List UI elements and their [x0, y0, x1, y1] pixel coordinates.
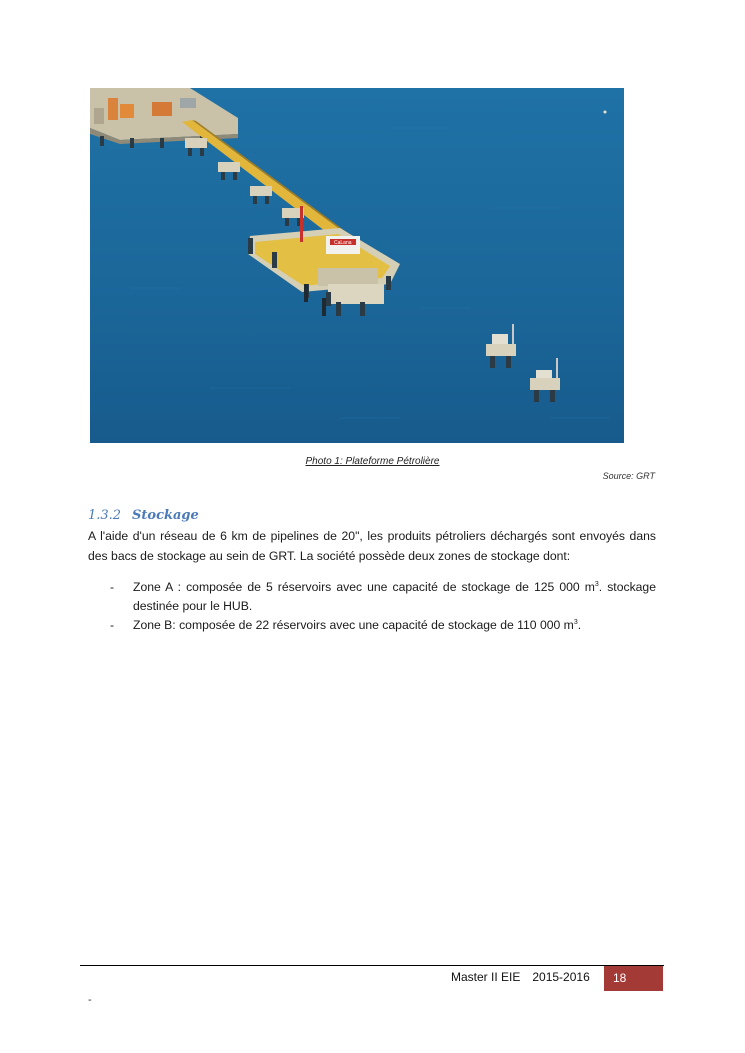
- storage-zones-list: [88, 578, 656, 635]
- superscript: 3: [573, 619, 578, 626]
- footer-label: Master II EIE: [451, 970, 521, 984]
- footer-years: 2015-2016: [532, 970, 590, 984]
- section-heading: [88, 508, 199, 523]
- superscript: 3: [594, 581, 599, 588]
- footer-text: [451, 970, 602, 984]
- section-title: Stockage: [132, 508, 199, 523]
- oil-platform-photo: [90, 88, 624, 443]
- stray-mark: -: [88, 994, 92, 1006]
- list-item-text-end: . stockage destinée pour le HUB.: [133, 580, 656, 613]
- platform-sign-text: CaLana: [334, 240, 352, 246]
- list-bullet: -: [110, 580, 115, 594]
- section-number: 1.3.2: [88, 508, 122, 523]
- page-number-badge: 18: [604, 966, 663, 991]
- list-bullet: -: [110, 618, 115, 632]
- list-item-text-end: .: [577, 618, 582, 632]
- list-item: [88, 616, 656, 635]
- list-item: [88, 578, 656, 616]
- figure-caption: Photo 1: Plateforme Pétrolière: [305, 456, 440, 467]
- footer-divider: [80, 965, 664, 966]
- list-item-text: Zone B: composée de 22 réservoirs avec une capacité de stockage de 110 000 m: [133, 618, 574, 632]
- figure-source: Source: GRT: [602, 471, 655, 481]
- section-paragraph: A l'aide d'un réseau de 6 km de pipelines de 20", les produits pétroliers déchargés sont envoyés dans des bacs de stockage au sein de GRT. La société possède deux zones de stockage dont:: [88, 529, 656, 563]
- list-item-text: Zone A : composée de 5 réservoirs avec une capacité de stockage de 125 000 m: [133, 580, 595, 594]
